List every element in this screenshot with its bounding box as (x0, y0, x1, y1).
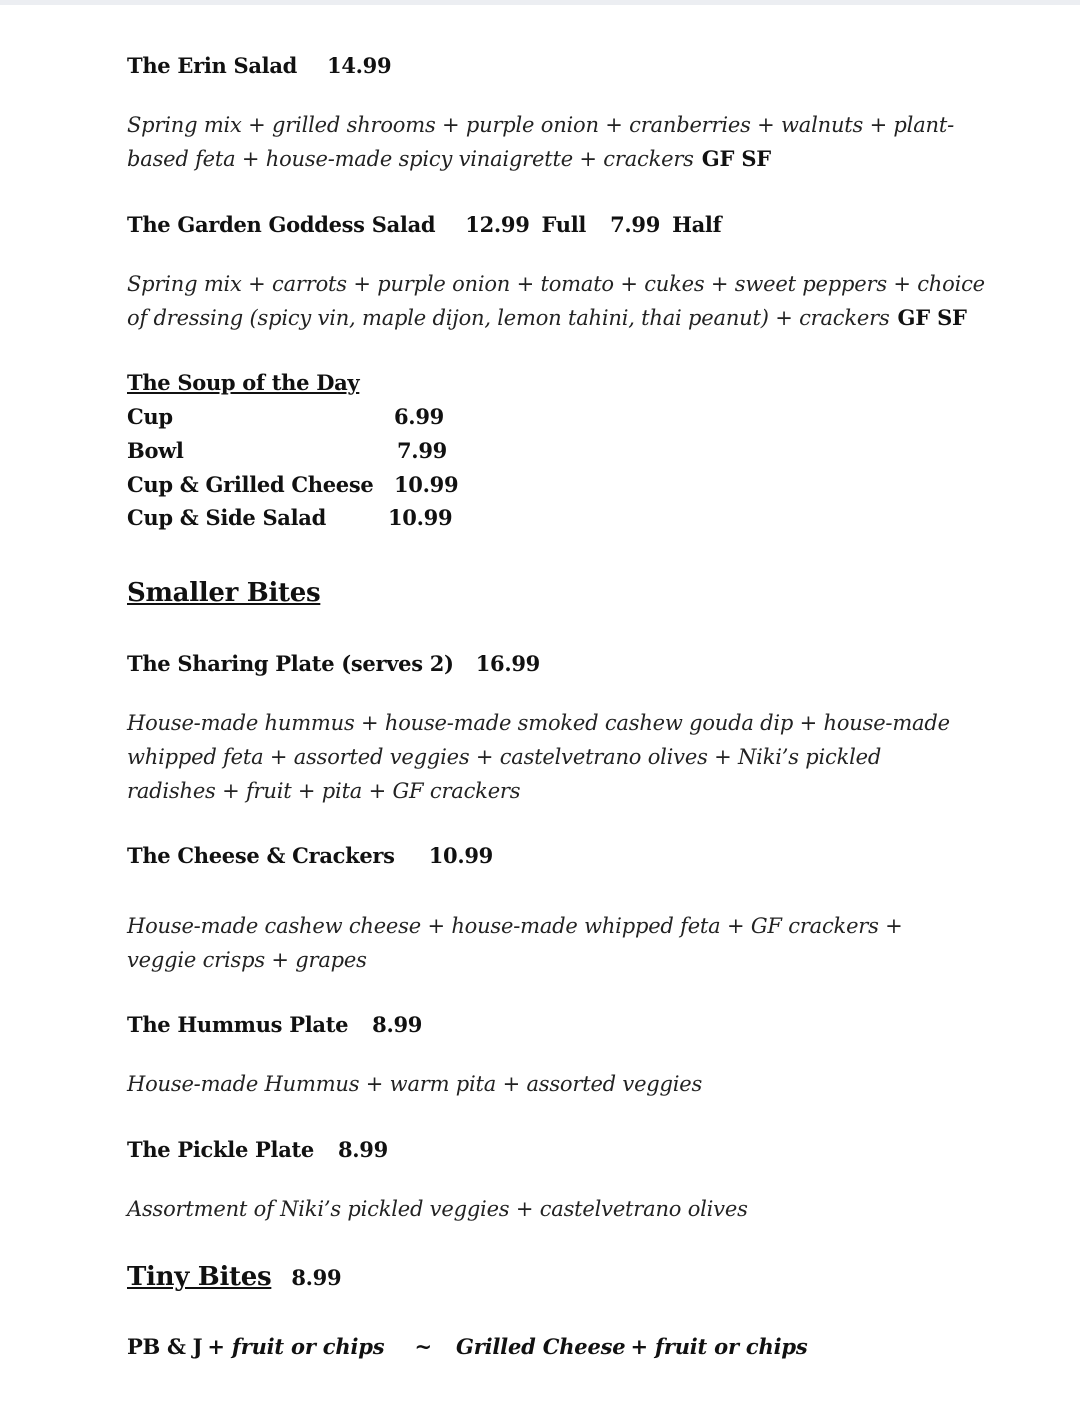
soup-price: 7.99 (397, 438, 447, 463)
section-heading-smaller-bites: Smaller Bites (127, 578, 321, 608)
item-cheese-crackers-heading (127, 843, 493, 868)
item-name: The Garden Goddess Salad (127, 212, 436, 237)
item-garden-goddess-heading (127, 212, 721, 237)
item-description: Spring mix + grilled shrooms + purple onion + cranberries + walnuts + plant-based feta + house-made spicy vinaigrette + crackers (127, 113, 954, 171)
item-name: The Erin Salad (127, 53, 298, 78)
item-erin-salad-description (127, 108, 967, 176)
item-cheese-crackers-description: House-made cashew cheese + house-made whipped feta + GF crackers + veggie crisps + grapes (127, 914, 903, 972)
option-main: Grilled Cheese (456, 1334, 626, 1359)
item-price: 16.99 (475, 651, 540, 676)
option-rest: + fruit or chips (207, 1334, 385, 1359)
item-name: The Cheese & Crackers (127, 843, 395, 868)
item-price: 8.99 (372, 1012, 423, 1037)
item-pickle-plate-description: Assortment of Niki’s pickled veggies + castelvetrano olives (127, 1197, 748, 1221)
item-garden-goddess-description (127, 267, 987, 335)
item-pickle-plate-heading (127, 1137, 388, 1162)
soup-title: The Soup of the Day (127, 370, 360, 395)
item-erin-salad-heading (127, 53, 391, 78)
soup-label: Cup (127, 404, 173, 429)
dietary-tags: GF SF (701, 146, 771, 171)
tiny-bites-price: 8.99 (291, 1265, 342, 1290)
soup-row (127, 505, 326, 530)
item-sharing-plate-description: House-made hummus + house-made smoked cashew gouda dip + house-made whipped feta + assorted veggies + castelvetrano olives + Niki’s pickled radishes + fruit + pita + GF crackers (127, 711, 950, 803)
soup-label: Cup & Grilled Cheese (127, 472, 374, 497)
half-label: Half (672, 212, 722, 237)
option-separator: ~ (414, 1334, 432, 1359)
item-name: The Pickle Plate (127, 1137, 314, 1162)
item-price: 8.99 (337, 1137, 388, 1162)
item-hummus-plate-heading (127, 1012, 422, 1037)
soup-price: 6.99 (394, 404, 444, 429)
soup-row (127, 438, 184, 463)
item-price-half: 7.99 (610, 212, 661, 237)
item-price: 14.99 (327, 53, 392, 78)
item-name: The Sharing Plate (serves 2) (127, 651, 454, 676)
option-rest: + fruit or chips (630, 1334, 808, 1359)
soup-price: 10.99 (394, 472, 459, 497)
item-price-full: 12.99 (465, 212, 530, 237)
soup-label: Bowl (127, 438, 184, 463)
item-hummus-plate-description: House-made Hummus + warm pita + assorted veggies (127, 1072, 703, 1096)
option-main: PB & J (127, 1334, 203, 1359)
dietary-tags: GF SF (897, 305, 967, 330)
section-heading-tiny-bites: Tiny Bites (127, 1262, 272, 1292)
soup-price: 10.99 (388, 505, 453, 530)
item-price: 10.99 (428, 843, 493, 868)
item-sharing-plate-heading (127, 651, 540, 676)
soup-row (127, 404, 173, 429)
tiny-bites-heading (127, 1262, 341, 1292)
page-top-border (0, 0, 1080, 5)
soup-row (127, 472, 373, 497)
tiny-bites-options (127, 1334, 807, 1359)
full-label: Full (541, 212, 587, 237)
item-description: Spring mix + carrots + purple onion + tomato + cukes + sweet peppers + choice of dressing (spicy vin, maple dijon, lemon tahini, thai peanut) + crackers (127, 272, 985, 330)
item-name: The Hummus Plate (127, 1012, 349, 1037)
soup-label: Cup & Side Salad (127, 505, 326, 530)
